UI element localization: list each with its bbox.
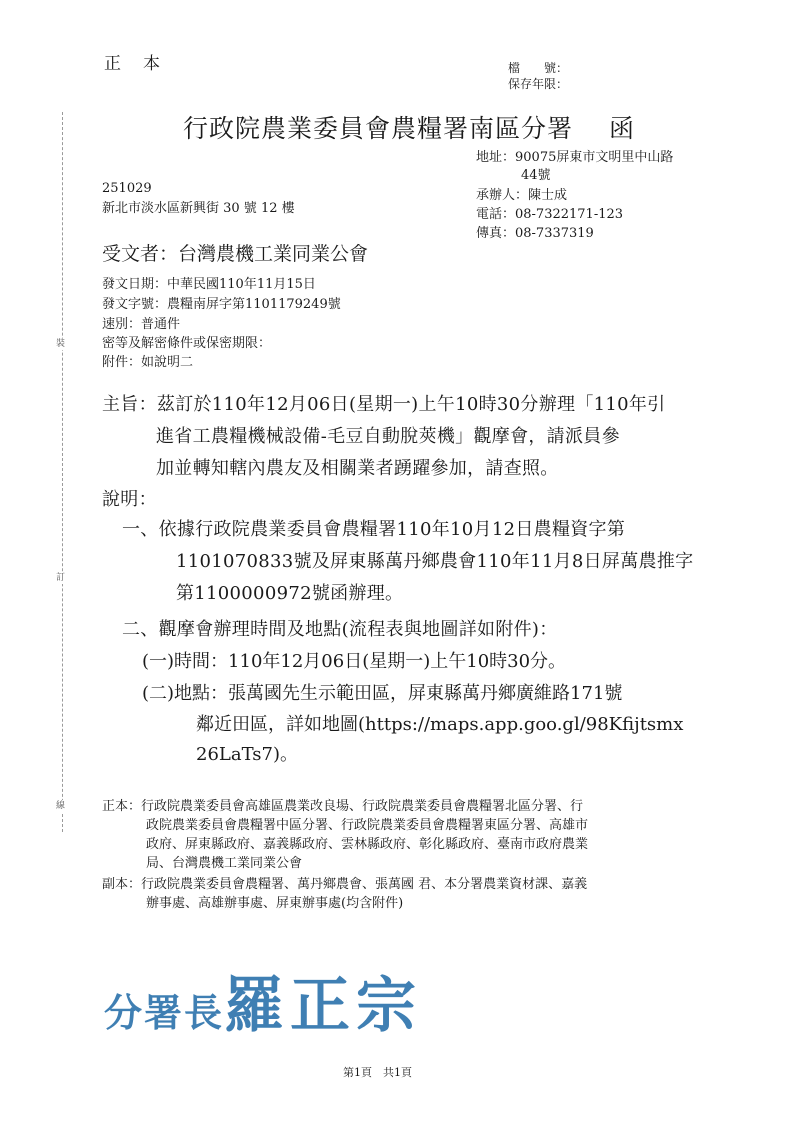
file-number-label: 檔 號： [508, 61, 569, 75]
main-recipients: 正本：行政院農業委員會高雄區農業改良場、行政院農業委員會農糧署北區分署、行 [102, 799, 584, 814]
speed-category: 速別：普通件 [102, 317, 181, 332]
sender-address: 地址：90075屏東市文明里中山路 [476, 150, 674, 165]
document-title [183, 109, 635, 145]
cc-recipients: 副本：行政院農業委員會農糧署、萬丹鄉農會、張萬國 君、本分署農業資材課、嘉義 [102, 877, 588, 892]
recipient-street-address: 新北市淡水區新興街 30 號 12 樓 [102, 201, 295, 216]
cc-recipients-cont: 辦事處、高雄辦事處、屏東辦事處(均含附件) [146, 896, 404, 911]
agency-name: 行政院農業委員會農糧署南區分署 [183, 114, 574, 143]
event-time: (一)時間：110年12月06日(星期一)上午10時30分。 [142, 651, 567, 672]
handler: 承辦人：陳士成 [476, 188, 568, 203]
recipient: 受文者：台灣農機工業同業公會 [102, 243, 369, 265]
binding-line [62, 112, 63, 832]
binding-mark-zhuang: 裝 [56, 339, 66, 349]
page-number: 第1頁 共1頁 [343, 1066, 412, 1079]
signature-stamp [104, 958, 422, 1044]
explanation-label: 說明： [102, 489, 157, 510]
copy-mark: 正本 [104, 54, 182, 74]
document-type: 函 [609, 114, 636, 143]
explanation-item-1: 一、依據行政院農業委員會農糧署110年10月12日農糧資字第 [122, 519, 626, 540]
postal-code: 251029 [102, 181, 152, 196]
document-number: 發文字號：農糧南屏字第1101179249號 [102, 297, 341, 312]
phone: 電話：08-7322171-123 [476, 207, 624, 222]
main-recipients-cont: 政府、屏東縣政府、嘉義縣政府、雲林縣政府、彰化縣政府、臺南市政府農業 [146, 837, 589, 852]
binding-mark-xian: 線 [56, 801, 66, 811]
explanation-item-2: 二、觀摩會辦理時間及地點(流程表與地圖詳如附件)： [122, 619, 558, 640]
subject-line: 加並轉知轄內農友及相關業者踴躍參加，請查照。 [156, 458, 559, 479]
security-level: 密等及解密條件或保密期限： [102, 336, 272, 351]
main-recipients-cont: 局、台灣農機工業同業公會 [146, 856, 303, 871]
signatory-title: 分署長 [104, 991, 225, 1035]
event-location: (二)地點：張萬國先生示範田區，屏東縣萬丹鄉廣維路171號 [142, 683, 623, 704]
event-location-cont: 鄰近田區，詳如地圖(https://maps.app.goo.gl/98Kfijtsmx [196, 714, 684, 735]
subject-line: 進省工農糧機械設備-毛豆自動脫莢機」觀摩會，請派員參 [156, 426, 620, 447]
subject-line: 主旨：茲訂於110年12月06日(星期一)上午10時30分辦理「110年引 [102, 394, 666, 415]
attachment: 附件：如說明二 [102, 355, 194, 370]
issue-date: 發文日期：中華民國110年11月15日 [102, 277, 316, 292]
binding-mark-ding: 訂 [56, 573, 66, 583]
main-recipients-cont: 政院農業委員會農糧署中區分署、行政院農業委員會農糧署東區分署、高雄市 [146, 818, 589, 833]
event-location-cont: 26LaTs7)。 [196, 744, 298, 765]
explanation-item-1-cont: 第1100000972號函辦理。 [176, 583, 404, 604]
signatory-name: 羅正宗 [224, 971, 423, 1041]
sender-address-cont: 44號 [521, 168, 551, 183]
fax: 傳真：08-7337319 [476, 226, 594, 241]
explanation-item-1-cont: 1101070833號及屏東縣萬丹鄉農會110年11月8日屏萬農推字 [176, 551, 694, 572]
retention-label: 保存年限： [508, 77, 569, 91]
